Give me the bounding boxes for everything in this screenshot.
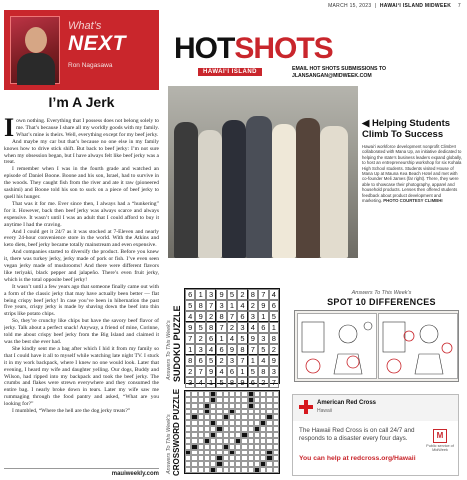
sudoku-cell: 2 [206, 311, 216, 322]
sudoku-cell: 1 [269, 322, 279, 333]
sudoku-cell: 2 [195, 333, 205, 344]
sudoku-cell: 7 [237, 355, 247, 366]
submission-label: EMAIL HOT SHOTS SUBMISSIONS TO [292, 66, 387, 72]
sudoku-cell: 7 [258, 289, 268, 300]
sudoku-cell: 7 [185, 333, 195, 344]
ad-message: The Hawaii Red Cross is on call 24/7 and responds to a disaster every four days. [299, 427, 415, 442]
column-banner [4, 10, 159, 90]
sudoku-cell: 5 [269, 311, 279, 322]
page-header: MARCH 15, 2023 | HAWAI‘I ISLAND MIDWEEK 7 [328, 3, 461, 9]
article-paragraph: And I could get it 24/7 as it was stocked at 7-Eleven and nearly every 24-hour convenience store in the world. With the Atkins and keto diets, beef jerky became totally mainstream and even expensive. [4, 228, 159, 249]
article-paragraph: It wasn’t until a few years ago that someone finally came out with a form of the classic jerky that may have actually been better — flat being crispy beef jerky! In case you’ve been in hibernation the past five years, crispy jerky is made by shaving down the beef into thin strips like potato chips. [4, 283, 159, 318]
sudoku-cell: 2 [237, 289, 247, 300]
sudoku-cell: 2 [248, 300, 258, 311]
column-name-next: NEXT [68, 32, 127, 55]
sudoku-cell: 7 [206, 300, 216, 311]
person [320, 126, 348, 258]
sudoku-cell: 3 [195, 344, 205, 355]
sudoku-grid [184, 288, 280, 387]
spot-image-left [297, 313, 377, 379]
sudoku-cell: 9 [269, 355, 279, 366]
sudoku-cell: 2 [269, 344, 279, 355]
sudoku-cell: 8 [258, 366, 268, 377]
hotshots-title [174, 32, 333, 66]
columnist-body [17, 53, 55, 85]
sudoku-cell: 1 [227, 300, 237, 311]
sudoku-cell: 9 [248, 333, 258, 344]
sudoku-cell: 3 [258, 333, 268, 344]
sudoku-cell: 9 [185, 322, 195, 333]
person [272, 124, 296, 258]
sudoku-cell: 2 [185, 366, 195, 377]
issue-date: MARCH 15, 2023 [328, 3, 372, 9]
sudoku-cell: 5 [206, 355, 216, 366]
sudoku-cell: 8 [216, 311, 226, 322]
ad-region: Hawaii [317, 408, 333, 414]
photo-caption [362, 118, 462, 203]
article-paragraph: That was it for me. Ever since then, I always had a “hunkering” for it. However, back then beef jerky was always scarce and always expensive. It wasn’t until I was an adult that I could afford to buy it anytime I had the craving. [4, 200, 159, 228]
sudoku-cell: 8 [185, 355, 195, 366]
sudoku-cell: 4 [258, 355, 268, 366]
article-body [4, 118, 159, 470]
columnist-head [25, 27, 47, 53]
sudoku-cell: 8 [195, 300, 205, 311]
midweek-logo-icon: M [433, 429, 447, 443]
sudoku-cell: 4 [248, 322, 258, 333]
sudoku-cell: 1 [195, 289, 205, 300]
sudoku-cell: 5 [216, 377, 226, 388]
sudoku-cell: 7 [269, 377, 279, 388]
sudoku-cell: 8 [227, 377, 237, 388]
spot-image-right [378, 313, 458, 379]
hotshots-title-hot: HOT [174, 32, 235, 65]
sudoku-cell: 2 [216, 355, 226, 366]
sudoku-cell: 4 [216, 366, 226, 377]
sudoku-cell: 4 [227, 333, 237, 344]
sudoku-cell: 3 [206, 289, 216, 300]
sudoku-cell: 3 [216, 300, 226, 311]
sudoku-cell: 9 [237, 377, 247, 388]
sudoku-cell: 3 [227, 355, 237, 366]
ad-org: American Red Cross [317, 400, 377, 406]
article-headline: I’m A Jerk [48, 94, 115, 110]
article-paragraph: Iown nothing. Everything that I possess does not belong solely to me. That’s because I share all my worldly goods with my family. What’s mine is theirs. Well, everything except for my beef jerky. [4, 118, 159, 142]
person [296, 118, 320, 258]
sudoku-cell: 4 [269, 289, 279, 300]
region-badge: HAWAI‘I ISLAND [198, 68, 262, 76]
crossword-sublabel: Answers To This Week’s [166, 414, 172, 474]
site-url[interactable]: mauiweekly.com [4, 468, 159, 477]
ad-header [293, 395, 458, 421]
article-paragraph: And companies started to diversify the product. Before you knew it, there was turkey jerky, jerky made of pork or fish. I’ve even seen vegan jerky made of mushrooms! And there were different flavors like teriyaki, black pepper and jalapeño. There’s even fruit jerky, which is the total opposite beef jerky! [4, 249, 159, 283]
sudoku-cell: 4 [206, 344, 216, 355]
sudoku-cell: 1 [237, 366, 247, 377]
sudoku-cell: 5 [227, 289, 237, 300]
crossword-cell [273, 467, 279, 473]
sudoku-cell: 9 [206, 366, 216, 377]
caption-headline: ◀ Helping Students Climb To Success [362, 118, 451, 140]
sudoku-cell: 5 [258, 344, 268, 355]
sudoku-cell: 7 [216, 322, 226, 333]
sudoku-cell: 5 [185, 300, 195, 311]
sponsor-text: Public service of MidWeek [426, 444, 454, 452]
sudoku-label: SUDOKU PUZZLE [172, 305, 182, 382]
person [198, 130, 222, 258]
spot-differences-image [294, 310, 459, 382]
sudoku-cell: 1 [216, 333, 226, 344]
sudoku-cell: 1 [185, 344, 195, 355]
caption-body: Hawai‘i workforce development nonprofit ClimbHI collaborated with Mana Up, an initiative dedicated to helping the state’s business leaders expand globally, to host an entrepreneurship workshop for six Kohala High School students. Students visited House of Mana Up at Mauna Kea Beach Hotel and met with co-founder Meli James (far right). There, they were able to showcase their photography, apparel and household products. Lenses then offered students feedback about product development and marketing. PHOTO COURTESY CLIMBHI [362, 144, 462, 204]
sudoku-cell: 6 [195, 355, 205, 366]
sudoku-cell: 9 [195, 311, 205, 322]
article-paragraph: I mumbled, “Where the hell are the dog jerky treats?” [12, 408, 131, 415]
byline: Ron Nagasawa [68, 62, 113, 69]
submission-info [292, 66, 386, 79]
sudoku-cell: 6 [216, 344, 226, 355]
red-cross-icon [299, 400, 313, 414]
person [246, 116, 272, 258]
cartoon-left [298, 314, 378, 380]
ad-cta[interactable]: You can help at redcross.org/Hawaii [299, 455, 416, 462]
sudoku-cell: 6 [258, 322, 268, 333]
person [174, 122, 198, 258]
page-number: 7 [457, 3, 461, 9]
person [222, 120, 246, 258]
red-cross-ad[interactable] [292, 394, 459, 476]
sudoku-cell: 4 [195, 377, 205, 388]
sudoku-cell: 5 [195, 322, 205, 333]
sudoku-cell: 8 [237, 344, 247, 355]
sudoku-cell: 7 [195, 366, 205, 377]
sudoku-sublabel: Answers To This Week’s [166, 320, 172, 380]
sponsor-mark [425, 429, 455, 452]
sudoku-cell: 4 [185, 311, 195, 322]
sudoku-cell: 9 [258, 300, 268, 311]
column-section [4, 10, 159, 478]
columnist-photo [10, 16, 60, 84]
sudoku-cell: 7 [227, 311, 237, 322]
sudoku-cell: 6 [206, 333, 216, 344]
sudoku-cell: 3 [269, 366, 279, 377]
sudoku-cell: 8 [269, 333, 279, 344]
spot-title: SPOT 10 DIFFERENCES [327, 297, 436, 307]
drop-cap: I [4, 118, 15, 142]
sudoku-cell: 7 [248, 344, 258, 355]
hotshots-title-shots: SHOTS [234, 32, 333, 65]
sudoku-cell: 2 [258, 377, 268, 388]
sudoku-cell: 5 [237, 333, 247, 344]
article-paragraph: So, they’re crunchy like chips but have the savory beef flavor of jerky. Talk about a perfect snack! Anyway, a friend of mine, Corinne, told me about crispy beef jerky from the Big Island and claimed it was the best she ever had. [4, 318, 159, 345]
sudoku-cell: 5 [248, 366, 258, 377]
crossword-grid [184, 390, 280, 474]
sudoku-cell: 3 [185, 377, 195, 388]
article-paragraph: I remember when I was in the fourth grade and watched an episode of Daniel Boone. Boone and his son, Israel, had to survive in the woods. They caught fish from the river and ate it raw (pioneered sashimi) and Boone told his son to suck on a piece of beef jerky to quell his hunger. [4, 166, 159, 200]
sudoku-cell: 6 [248, 377, 258, 388]
sudoku-cell: 6 [185, 289, 195, 300]
column-name-whats: What’s [68, 20, 102, 32]
article-paragraph: And maybe my car but that’s because no one else in my family knows how to drive stick shift. But back to beef jerky: I’m not sure when my obsession began, but I have always felt like beef jerky was a treat. [4, 138, 159, 166]
crossword-label: CROSSWORD PUZZLE [172, 388, 181, 476]
sudoku-cell: 2 [227, 322, 237, 333]
sudoku-cell: 1 [248, 355, 258, 366]
sudoku-cell: 6 [237, 311, 247, 322]
sudoku-cell: 1 [206, 377, 216, 388]
sudoku-cell: 3 [237, 322, 247, 333]
sudoku-cell: 4 [237, 300, 247, 311]
submission-email[interactable]: JLANSANGAN@MIDWEEK.COM [292, 72, 372, 79]
hotshots-section [164, 10, 463, 478]
paper-name: HAWAI‘I ISLAND MIDWEEK [379, 3, 452, 9]
sudoku-cell: 1 [258, 311, 268, 322]
spot-sublabel: Answers To This Week’s [351, 290, 412, 296]
sudoku-cell: 6 [269, 300, 279, 311]
cartoon-right [379, 314, 459, 380]
group-photo [168, 86, 358, 258]
sudoku-cell: 6 [227, 366, 237, 377]
article-paragraph: She kindly sent me a bag after which I hid it from my family so that I could have it all to myself while watching late night TV. I stuck it in my work backpack, where I knew no one would look. Later that evening, I heard my wife and daughter yelling. Our dogs, Buddy and Wilson, had ripped into my backpack and took the beef jerky. The crumbs and flakes were strewn everywhere and they consumed the entire bag. I nearly broke down in tears. Later my wife saw me rummaging through the food pantry and asked, “What are you looking for?” [4, 345, 159, 408]
sudoku-cell: 8 [248, 289, 258, 300]
sudoku-cell: 3 [248, 311, 258, 322]
sudoku-cell: 8 [206, 322, 216, 333]
sudoku-cell: 9 [216, 289, 226, 300]
photo-credit: PHOTO COURTESY CLIMBHI [383, 198, 443, 204]
sudoku-cell: 9 [227, 344, 237, 355]
